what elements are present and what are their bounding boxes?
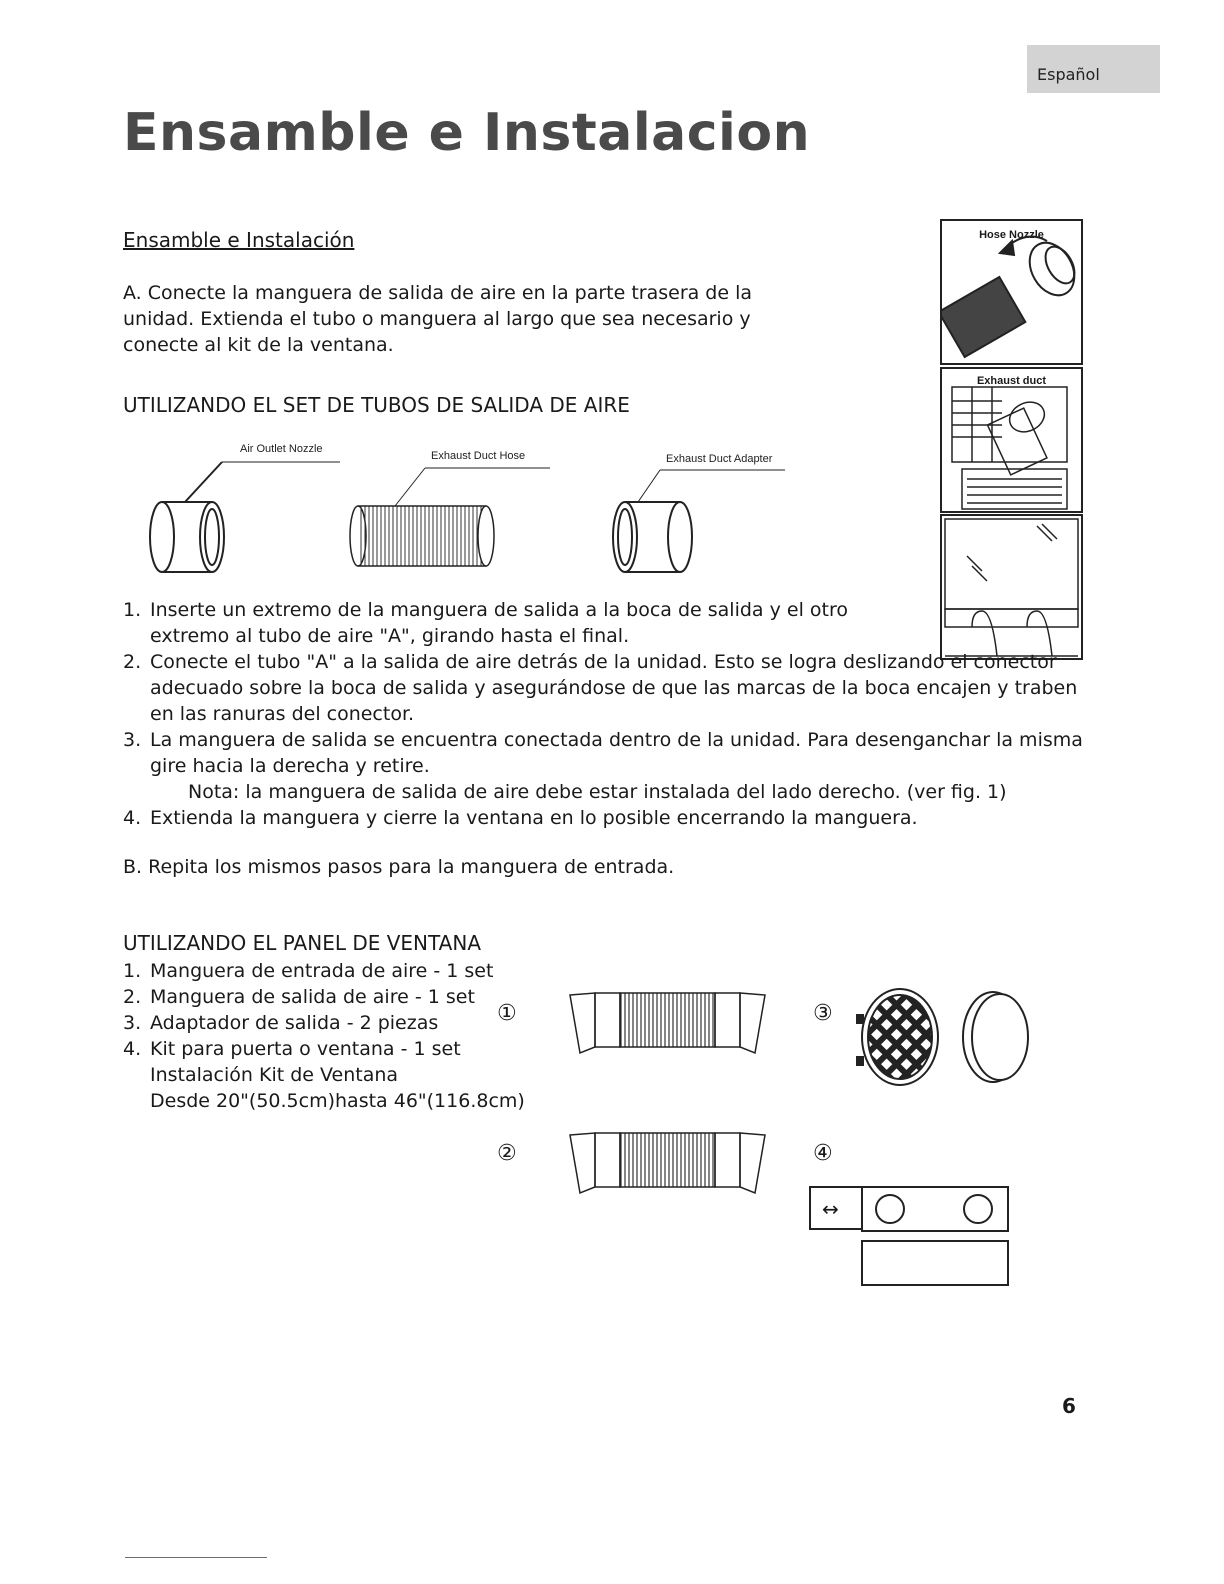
steps-list — [123, 597, 1083, 831]
step-number: 1. — [123, 599, 142, 621]
callout-4: ④ — [813, 1141, 833, 1166]
item-number: 3. — [123, 1012, 142, 1034]
list-item — [123, 649, 1083, 727]
note-text: Nota: la manguera de salida de aire debe estar instalada del lado derecho. (ver fig. 1) — [188, 781, 1007, 803]
paragraph-b: B. Repita los mismos pasos para la manguera de entrada. — [123, 856, 675, 878]
window-kit-extend-arrow: ↔ — [822, 1197, 839, 1221]
figure-hose-nozzle — [940, 219, 1083, 365]
item-text: Kit para puerta o ventana - 1 set — [150, 1038, 461, 1060]
list-item — [123, 597, 1083, 649]
item-number: 4. — [123, 1038, 142, 1060]
callout-1: ① — [497, 1001, 517, 1026]
item-number: 1. — [123, 960, 142, 982]
list-item — [123, 727, 1083, 779]
figure-hose-nozzle-caption: Hose Nozzle — [979, 229, 1044, 241]
item-text: Manguera de entrada de aire - 1 set — [150, 960, 494, 982]
list-item — [123, 984, 525, 1010]
air-outlet-nozzle-drawing — [150, 462, 340, 572]
exhaust-duct-hose-drawing — [350, 468, 550, 566]
callout-2: ② — [497, 1141, 517, 1166]
outlet-adapter-round-drawing — [963, 992, 1028, 1082]
step-text: La manguera de salida se encuentra conectada dentro de la unidad. Para desenganchar la misma gire hacia la derecha y retire. — [150, 729, 1083, 777]
language-tab: Español — [1027, 45, 1160, 93]
step-text: Inserte un extremo de la manguera de salida a la boca de salida y el otro extremo al tubo de aire "A", girando hasta el final. — [150, 599, 848, 647]
kit-drawings — [560, 985, 1050, 1295]
air-outlet-nozzle-label: Air Outlet Nozzle — [240, 443, 323, 455]
kit-range-label: Desde 20"(50.5cm)hasta 46"(116.8cm) — [150, 1090, 525, 1112]
step-number: 3. — [123, 729, 142, 751]
item-text: Adaptador de salida - 2 piezas — [150, 1012, 439, 1034]
item-text: Manguera de salida de aire - 1 set — [150, 986, 475, 1008]
list-item — [123, 805, 1083, 831]
item-number: 2. — [123, 986, 142, 1008]
footer-rule — [125, 1557, 267, 1558]
page-title: Ensamble e Instalacion — [123, 103, 811, 163]
parts-illustration — [140, 440, 800, 585]
callout-3: ③ — [813, 1001, 833, 1026]
exhaust-duct-hose-label: Exhaust Duct Hose — [431, 450, 526, 462]
kit-items-list — [123, 958, 525, 1114]
exhaust-duct-adapter-label: Exhaust Duct Adapter — [666, 453, 773, 465]
exhaust-duct-adapter-drawing — [613, 470, 785, 572]
exhaust-hose-drawing — [570, 1133, 765, 1193]
window-kit-drawing — [810, 1187, 1008, 1285]
page-number: 6 — [1062, 1394, 1076, 1418]
list-item — [123, 1010, 525, 1036]
list-item — [123, 1036, 525, 1062]
step-number: 2. — [123, 651, 142, 673]
list-item — [123, 958, 525, 984]
inlet-hose-drawing — [570, 993, 765, 1053]
outlet-adapter-grille-drawing — [857, 989, 938, 1085]
step-text: Extienda la manguera y cierre la ventana en lo posible encerrando la manguera. — [150, 807, 918, 829]
paragraph-a: A. Conecte la manguera de salida de aire en la parte trasera de la unidad. Extienda el tubo o manguera al largo que sea necesario y conecte al kit de la ventana. — [123, 282, 753, 356]
step-text: Conecte el tubo "A" a la salida de aire detrás de la unidad. Esto se logra deslizando el conector adecuado sobre la boca de salida y asegurándose de que las marcas de la boca encajen y traben en las ranuras del conector. — [150, 651, 1078, 725]
section-window-panel-heading: UTILIZANDO EL PANEL DE VENTANA — [123, 931, 481, 955]
figure-exhaust-duct-caption: Exhaust duct — [976, 375, 1047, 387]
section-subheading: Ensamble e Instalación — [123, 228, 355, 252]
section-exhaust-heading: UTILIZANDO EL SET DE TUBOS DE SALIDA DE AIRE — [123, 393, 630, 417]
step-number: 4. — [123, 807, 142, 829]
figure-exhaust-duct — [940, 367, 1083, 513]
kit-install-label: Instalación Kit de Ventana — [150, 1064, 399, 1086]
